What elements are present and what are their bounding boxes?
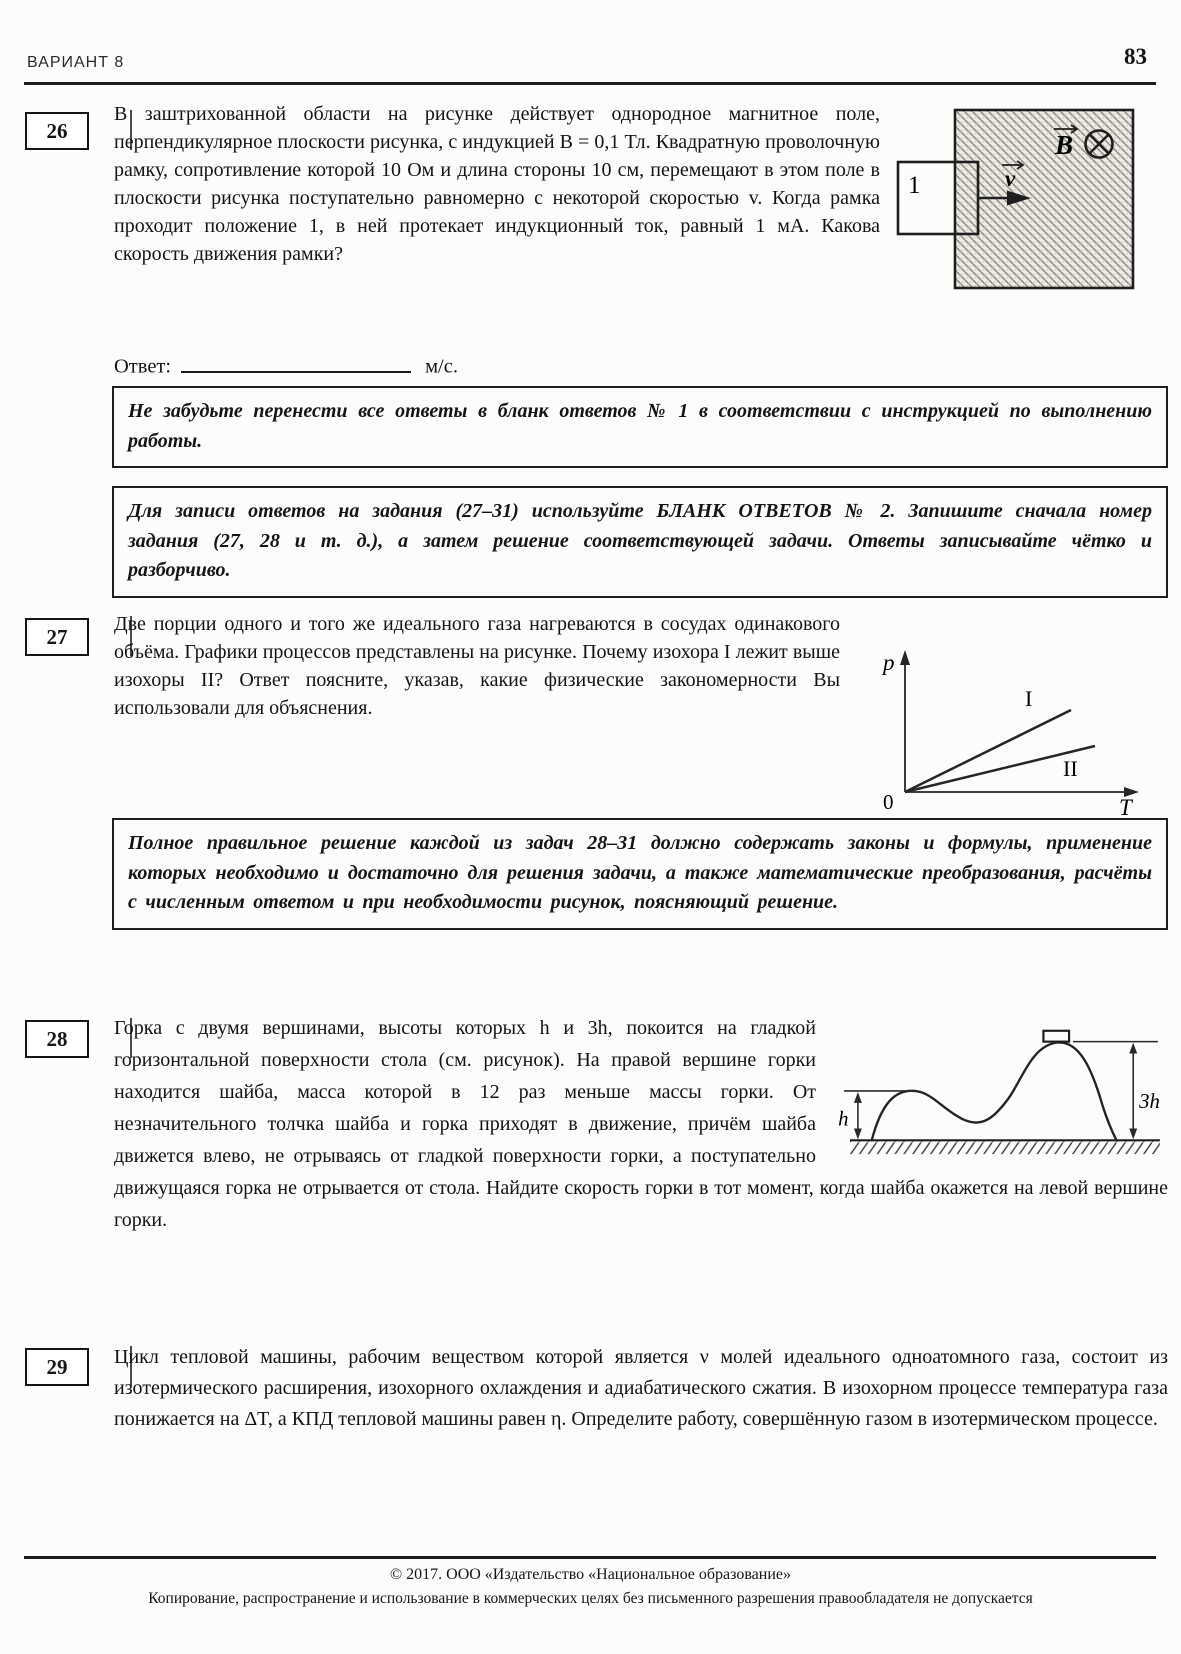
y-axis-arrow — [900, 650, 910, 665]
figure-26-magnetic-field — [845, 96, 1157, 302]
footer-rule — [24, 1556, 1156, 1559]
answer-blank — [181, 350, 411, 373]
notice-3-text: Полное правильное решение каждой из задач 28–31 должно содержать законы и формулы, применение которых необходимо и достаточно для решения задачи, а также математические преобразования, расчёты с численным ответом и при необходимости рисунок, поясняющий решение. — [128, 832, 1152, 913]
problem-number-box-29 — [25, 1348, 89, 1386]
answer-row — [114, 350, 458, 379]
height-3h-label: 3h — [1139, 1090, 1160, 1113]
right-height-arrow — [1129, 1043, 1137, 1140]
notice-box-1 — [112, 386, 1168, 468]
velocity-label: v — [1005, 166, 1016, 191]
ground-hatching — [850, 1141, 1160, 1154]
problem-number-box-27 — [25, 618, 89, 656]
problem-29-text: Цикл тепловой машины, рабочим веществом которой является ν молей идеального одноатомного газа, состоит из изотермического расширения, изохорного охлаждения и адиабатического сжатия. В изохорном процессе температура газа понижается на ΔT, а КПД тепловой машины равен η. Определите работу, совершённую газом в изотермическом процессе. — [114, 1346, 1168, 1430]
variant-label: ВАРИАНТ 8 — [27, 54, 125, 71]
problem-28-text: Горка с двумя вершинами, высоты которых h и 3h, покоится на гладкой горизонтальной поверхности стола (см. рисунок). На правой вершине горки находится шайба, масса которой в 12 раз меньше массы горки. От незначительного толчка шайба и горка приходят в движение, причём шайба движется влево, не отрываясь от гладкой поверхности горки, а поступательно движущаяся горка не отрывается от стола. Найдите скорость горки в тот момент, когда шайба окажется на левой вершине горки. — [114, 1017, 1168, 1231]
notice-box-2 — [112, 486, 1168, 598]
problem-number-box-26 — [25, 112, 89, 150]
figure-27-pt-graph — [843, 606, 1161, 818]
origin-label: 0 — [883, 790, 894, 814]
problem-number-box-28 — [25, 1020, 89, 1058]
figure-28-hill — [832, 1014, 1168, 1164]
problem-number: 26 — [46, 118, 68, 143]
axis-t-label: T — [1119, 795, 1132, 818]
notice-box-3 — [112, 818, 1168, 930]
answer-unit: м/с. — [425, 355, 458, 378]
axis-p-label: p — [883, 650, 895, 675]
usage-notice-line: Копирование, распространение и использование в коммерческих целях без письменного разрешения правообладателя не допускается — [148, 1590, 1033, 1607]
height-h-label: h — [838, 1108, 849, 1131]
notice-1-text: Не забудьте перенести все ответы в бланк ответов № 1 в соответствии с инструкцией по выполнению работы. — [128, 400, 1152, 452]
isochore-label-2: II — [1063, 756, 1078, 781]
problem-28-block — [114, 1012, 1168, 1236]
copyright-line: © 2017. ООО «Издательство «Национальное образование» — [389, 1566, 791, 1583]
notice-2-text: Для записи ответов на задания (27–31) используйте БЛАНК ОТВЕТОВ № 2. Запишите сначала номер задания (27, 28 и т. д.), а затем решение соответствующей задачи. Ответы записывайте чётко и разборчиво. — [128, 500, 1152, 581]
puck — [1043, 1031, 1069, 1042]
left-height-arrow — [854, 1092, 862, 1139]
problem-number: 28 — [46, 1026, 68, 1051]
problem-number: 29 — [46, 1354, 68, 1379]
isochore-label-1: I — [1025, 686, 1033, 711]
problem-number: 27 — [46, 624, 68, 649]
isochore-line-1 — [905, 710, 1071, 792]
page-number: 83 — [1124, 44, 1147, 69]
problem-27-text: Две порции одного и того же идеального газа нагреваются в сосудах одинакового объёма. Графики процессов представлены на рисунке. Почему изохора I лежит выше изохоры II? Ответ поясните, указав, какие физические закономерности Вы использовали для объяснения. — [114, 613, 840, 719]
header-rule — [24, 82, 1156, 85]
answer-label: Ответ: — [114, 355, 172, 378]
axes — [905, 660, 1129, 792]
problem-26-text: В заштрихованной области на рисунке действует однородное магнитное поле, перпендикулярное плоскости рисунка, с индукцией B = 0,1 Тл. Квадратную проволочную рамку, сопротивление которой 10 Ом и длина стороны 10 см, перемещают в этом поле в плоскости рисунка поступательно равномерно с некоторой скоростью v. Когда рамка проходит положение 1, в ней протекает индукционный ток, равный 1 мА. Какова скорость движения рамки? — [114, 103, 880, 265]
field-label: B — [1055, 130, 1074, 160]
frame-label: 1 — [908, 172, 921, 199]
